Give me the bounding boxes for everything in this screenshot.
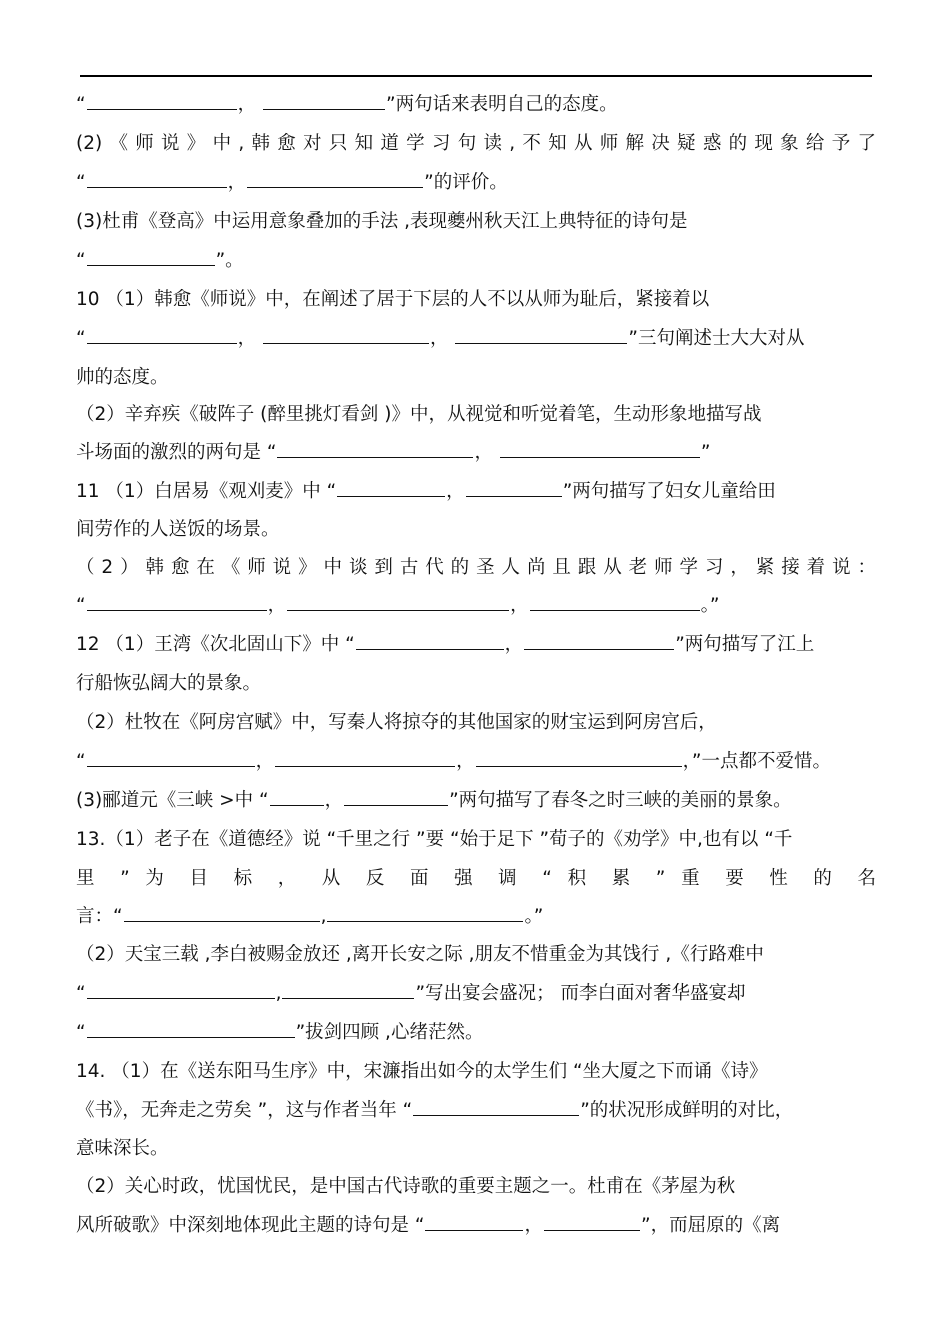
text-line-l29 bbox=[76, 1170, 876, 1204]
text-line-l3 bbox=[76, 166, 876, 200]
text-segment: ， bbox=[255, 751, 275, 772]
text-line-l10 bbox=[76, 436, 876, 470]
text-segment: (3)郦道元《三峡 >中 “ bbox=[76, 790, 269, 811]
text-line-l1 bbox=[76, 88, 876, 122]
text-segment: ， bbox=[474, 442, 499, 463]
answer-blank bbox=[87, 324, 237, 344]
text-segment: “ bbox=[76, 250, 86, 271]
answer-blank bbox=[247, 168, 423, 188]
text-segment: “ bbox=[76, 1022, 86, 1043]
text-segment: ， bbox=[524, 1215, 543, 1236]
answer-blank bbox=[87, 591, 267, 611]
text-segment: （2）天宝三载 ,李白被赐金放还 ,离开长安之际 ,朋友不惜重金为其饯行 ,《行路难中 bbox=[76, 944, 764, 965]
text-segment: ， bbox=[510, 595, 529, 616]
text-segment: 13.（1）老子在《道德经》说 “千里之行 ”要 “始于足下 ”荀子的《劝学》中,也有以 “千 bbox=[76, 829, 793, 850]
answer-blank bbox=[344, 786, 448, 806]
answer-blank bbox=[476, 747, 682, 767]
text-segment: 10 （1）韩愈《师说》中，在阐述了居于下层的人不以从师为耻后，紧接着以 bbox=[76, 289, 710, 310]
answer-blank bbox=[287, 591, 509, 611]
text-segment: “ bbox=[76, 595, 86, 616]
answer-blank bbox=[270, 786, 324, 806]
text-segment: ”。 bbox=[215, 250, 244, 271]
text-segment: （2）韩愈在《师说》中谈到古代的圣人尚且跟从老师学习，紧接着说： bbox=[76, 557, 876, 578]
text-line-l21 bbox=[76, 862, 876, 896]
answer-blank bbox=[466, 477, 562, 497]
text-segment: , bbox=[320, 906, 327, 927]
answer-blank bbox=[413, 1096, 579, 1116]
text-segment: ， bbox=[267, 595, 287, 616]
text-line-l19 bbox=[76, 784, 876, 818]
text-line-l9 bbox=[76, 398, 876, 432]
text-segment: “ bbox=[76, 94, 86, 115]
text-line-l25 bbox=[76, 1016, 876, 1050]
text-line-l5 bbox=[76, 244, 876, 278]
answer-blank bbox=[524, 630, 674, 650]
text-segment: ”的评价。 bbox=[424, 172, 508, 193]
text-segment: ， bbox=[429, 328, 455, 349]
text-segment: ， bbox=[237, 94, 262, 115]
text-segment: 。” bbox=[700, 595, 720, 616]
text-segment: 里 ” 为 目 标 ， 从 反 面 强 调 “ 积 累 ” 重 要 性 的 名 bbox=[76, 868, 876, 889]
text-segment: 帅的态度。 bbox=[76, 367, 169, 388]
answer-blank bbox=[327, 902, 523, 922]
text-segment: ， bbox=[504, 634, 524, 655]
text-segment: ”的状况形成鲜明的对比， bbox=[580, 1100, 794, 1121]
answer-blank bbox=[263, 324, 429, 344]
text-segment: ” bbox=[700, 442, 711, 463]
text-segment: ， bbox=[237, 328, 262, 349]
text-segment: (3)杜甫《登高》中运用意象叠加的手法 ,表现夔州秋天江上典特征的诗句是 bbox=[76, 211, 688, 232]
text-line-l17 bbox=[76, 706, 876, 740]
answer-blank bbox=[275, 747, 455, 767]
text-segment: ”写出宴会盛况； 而李白面对奢华盛宴却 bbox=[415, 983, 746, 1004]
answer-blank bbox=[124, 902, 320, 922]
text-segment: ，”一点都不爱惜。 bbox=[682, 751, 831, 772]
text-line-l8 bbox=[76, 361, 876, 395]
text-line-l16 bbox=[76, 667, 876, 701]
text-line-l22 bbox=[76, 900, 876, 934]
text-segment: “ bbox=[76, 328, 86, 349]
text-segment: 风所破歌》中深刻地体现此主题的诗句是 “ bbox=[76, 1215, 425, 1236]
text-segment: ， bbox=[456, 751, 475, 772]
answer-blank bbox=[277, 438, 473, 458]
answer-blank bbox=[530, 591, 700, 611]
answer-blank bbox=[425, 1211, 523, 1231]
text-segment: ， bbox=[324, 790, 344, 811]
text-segment: （2）关心时政，忧国忧民，是中国古代诗歌的重要主题之一。杜甫在《茅屋为秋 bbox=[76, 1176, 736, 1197]
answer-blank bbox=[87, 90, 237, 110]
text-line-l7 bbox=[76, 322, 876, 356]
text-segment: “ bbox=[76, 751, 86, 772]
answer-blank bbox=[337, 477, 445, 497]
text-segment: ”三句阐述士大大对从 bbox=[628, 328, 805, 349]
text-line-l23 bbox=[76, 938, 876, 972]
answer-blank bbox=[544, 1211, 640, 1231]
header-rule bbox=[80, 75, 872, 77]
text-segment: （2）杜牧在《阿房宫赋》中，写秦人将掠夺的其他国家的财宝运到阿房宫后， bbox=[76, 712, 717, 733]
answer-blank bbox=[87, 246, 215, 266]
answer-blank bbox=[87, 979, 275, 999]
text-line-l18 bbox=[76, 745, 876, 779]
text-segment: ”两句描写了妇女儿童给田 bbox=[562, 481, 776, 502]
text-line-l11 bbox=[76, 475, 876, 509]
text-line-l13 bbox=[76, 551, 876, 585]
text-segment: ”两句描写了江上 bbox=[675, 634, 815, 655]
text-segment: 斗场面的激烈的两句是 “ bbox=[76, 442, 277, 463]
text-line-l27 bbox=[76, 1094, 876, 1128]
text-line-l15 bbox=[76, 628, 876, 662]
text-segment: “ bbox=[76, 172, 86, 193]
answer-blank bbox=[87, 1018, 295, 1038]
text-segment: ”两句话来表明自己的态度。 bbox=[385, 94, 618, 115]
text-segment: （2）辛弃疾《破阵子 (醉里挑灯看剑 )》中，从视觉和听觉着笔，生动形象地描写战 bbox=[76, 404, 762, 425]
text-segment: ， bbox=[446, 481, 465, 502]
answer-blank bbox=[356, 630, 504, 650]
text-segment: 12 （1）王湾《次北固山下》中 “ bbox=[76, 634, 355, 655]
text-segment: 14. （1）在《送东阳马生序》中，宋濂指出如今的太学生们 “坐大厦之下而诵《诗》 bbox=[76, 1061, 768, 1082]
text-segment: ”拔剑四顾 ,心绪茫然。 bbox=[295, 1022, 484, 1043]
text-segment: 言：“ bbox=[76, 906, 123, 927]
text-line-l20 bbox=[76, 823, 876, 857]
text-line-l30 bbox=[76, 1209, 876, 1243]
text-segment: (2)《师说》中,韩愈对只知道学习句读,不知从师解决疑惑的现象给予了 bbox=[76, 133, 876, 154]
text-line-l28 bbox=[76, 1132, 876, 1166]
text-segment: ”，而屈原的《离 bbox=[640, 1215, 781, 1236]
text-segment: 行船恢弘阔大的景象。 bbox=[76, 673, 262, 694]
answer-blank bbox=[87, 747, 255, 767]
answer-blank bbox=[282, 979, 414, 999]
text-segment: , bbox=[275, 983, 282, 1004]
answer-blank bbox=[87, 168, 227, 188]
text-line-l26 bbox=[76, 1055, 876, 1089]
answer-blank bbox=[263, 90, 385, 110]
text-line-l12 bbox=[76, 513, 876, 547]
answer-blank bbox=[455, 324, 627, 344]
text-segment: ”两句描写了春冬之时三峡的美丽的景象。 bbox=[449, 790, 792, 811]
text-segment: 间劳作的人送饭的场景。 bbox=[76, 519, 280, 540]
text-line-l2 bbox=[76, 127, 876, 161]
text-segment: “ bbox=[76, 983, 86, 1004]
text-segment: 《书》，无奔走之劳矣 ”，这与作者当年 “ bbox=[76, 1100, 413, 1121]
text-line-l24 bbox=[76, 977, 876, 1011]
text-segment: 。” bbox=[524, 906, 544, 927]
text-segment: 11 （1）白居易《观刈麦》中 “ bbox=[76, 481, 337, 502]
text-segment: ， bbox=[227, 172, 247, 193]
text-line-l14 bbox=[76, 589, 876, 623]
text-line-l6 bbox=[76, 283, 876, 317]
text-line-l4 bbox=[76, 205, 876, 239]
answer-blank bbox=[500, 438, 700, 458]
text-segment: 意味深长。 bbox=[76, 1138, 169, 1159]
